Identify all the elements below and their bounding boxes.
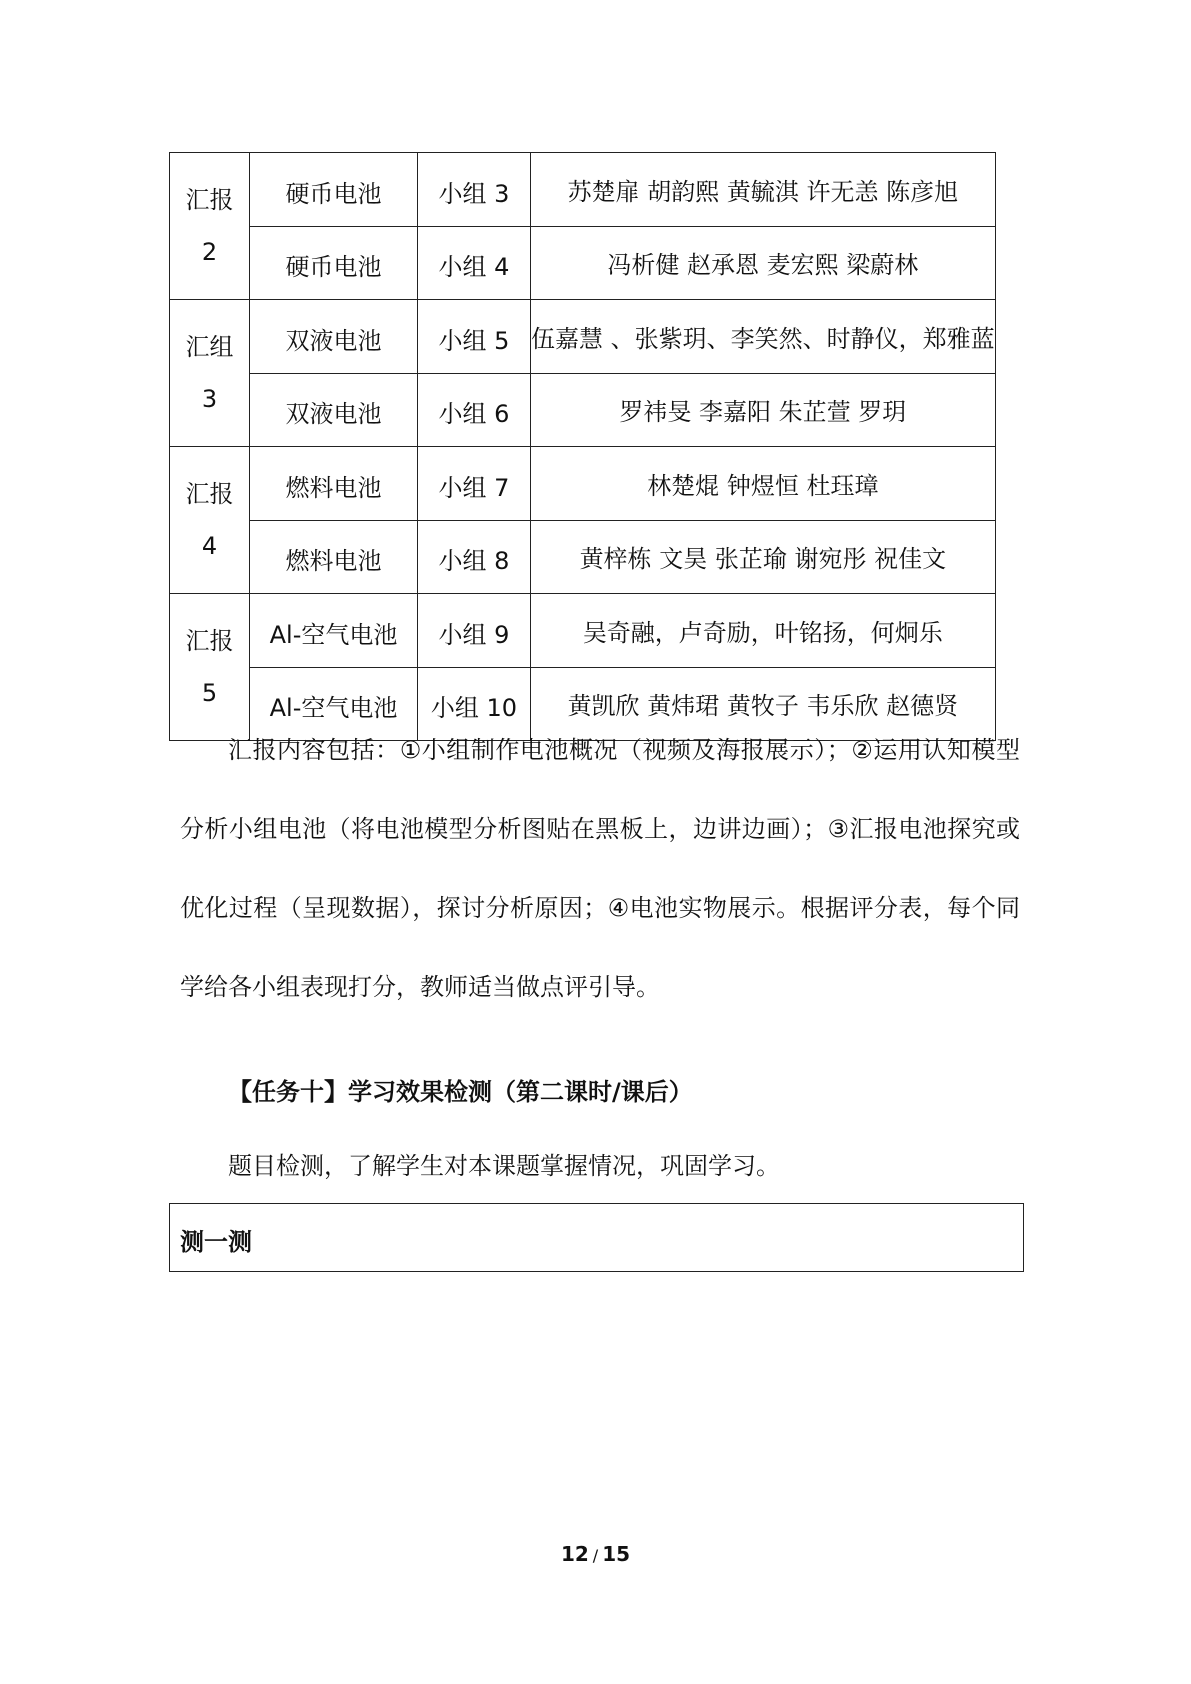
- report-number: 3: [201, 385, 218, 413]
- battery-cell: 燃料电池: [250, 447, 418, 521]
- report-label: 汇报: [185, 627, 234, 655]
- report-number: 5: [201, 679, 218, 707]
- battery-cell: 燃料电池: [250, 520, 418, 594]
- page-total: 15: [602, 1542, 631, 1566]
- members-cell: 苏楚扉 胡韵熙 黄毓淇 许无恙 陈彦旭: [531, 153, 996, 227]
- page-current: 12: [560, 1542, 589, 1566]
- report-label: 汇报: [185, 480, 234, 508]
- report-cell: [170, 447, 250, 594]
- group-cell: 小组 4: [418, 226, 531, 300]
- group-cell: 小组 3: [418, 153, 531, 227]
- table-row: [170, 153, 996, 227]
- task-description: 题目检测，了解学生对本课题掌握情况，巩固学习。: [228, 1152, 780, 1180]
- report-label: 汇报: [185, 186, 234, 214]
- table-row: [170, 300, 996, 374]
- report-groups-table: [169, 152, 996, 741]
- battery-cell: 双液电池: [250, 300, 418, 374]
- members-cell: 黄凯欣 黄炜珺 黄牧子 韦乐欣 赵德贤: [531, 667, 996, 741]
- table-row: [170, 226, 996, 300]
- members-cell: 罗祎旻 李嘉阳 朱芷萱 罗玥: [531, 373, 996, 447]
- battery-cell: 硬币电池: [250, 226, 418, 300]
- group-cell: 小组 6: [418, 373, 531, 447]
- members-cell: 冯析健 赵承恩 麦宏熙 梁蔚林: [531, 226, 996, 300]
- page-number: [0, 1542, 1191, 1566]
- report-number: 4: [201, 532, 218, 560]
- table-row: [170, 594, 996, 668]
- report-content-paragraph: 汇报内容包括：①小组制作电池概况（视频及海报展示）；②运用认知模型分析小组电池（将电池模型分析图贴在黑板上，边讲边画）；③汇报电池探究或优化过程（呈现数据），探讨分析原因；④电池实物展示。根据评分表，每个同学给各小组表现打分，教师适当做点评引导。: [180, 736, 1020, 1001]
- report-cell: [170, 300, 250, 447]
- members-cell: 吴奇融，卢奇励，叶铭扬，何炯乐: [531, 594, 996, 668]
- table-row: [170, 447, 996, 521]
- report-label: 汇组: [185, 333, 234, 361]
- group-cell: 小组 7: [418, 447, 531, 521]
- battery-cell: Al-空气电池: [250, 667, 418, 741]
- group-cell: 小组 10: [418, 667, 531, 741]
- group-cell: 小组 8: [418, 520, 531, 594]
- quiz-box: [169, 1203, 1024, 1272]
- table-row: [170, 373, 996, 447]
- members-cell: 伍嘉慧 、张紫玥、李笑然、时静仪，郑雅蓝: [531, 300, 996, 374]
- report-cell: [170, 153, 250, 300]
- page-separator: /: [592, 1546, 599, 1565]
- group-cell: 小组 5: [418, 300, 531, 374]
- battery-cell: 双液电池: [250, 373, 418, 447]
- members-cell: 黄梓栋 文昊 张芷瑜 谢宛彤 祝佳文: [531, 520, 996, 594]
- members-cell: 林楚焜 钟煜恒 杜珏璋: [531, 447, 996, 521]
- battery-cell: 硬币电池: [250, 153, 418, 227]
- group-cell: 小组 9: [418, 594, 531, 668]
- table-row: [170, 520, 996, 594]
- task-heading: 【任务十】学习效果检测（第二课时/课后）: [228, 1078, 693, 1106]
- report-number: 2: [201, 238, 218, 266]
- battery-cell: Al-空气电池: [250, 594, 418, 668]
- quiz-box-label: 测一测: [180, 1228, 252, 1256]
